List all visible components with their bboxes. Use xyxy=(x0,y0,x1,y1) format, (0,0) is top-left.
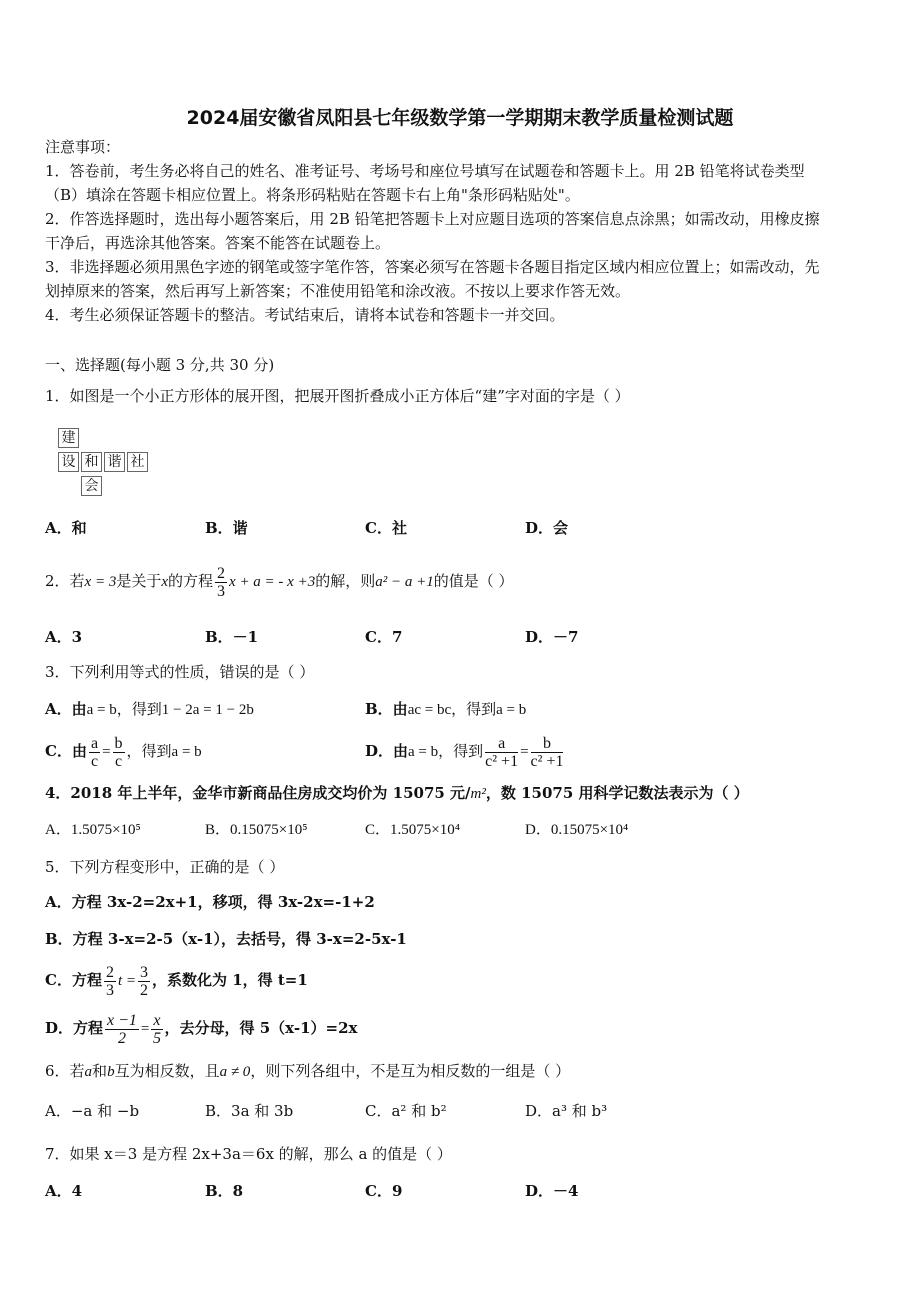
q4-option-a[interactable]: A．1.5075×10⁵ xyxy=(45,822,141,838)
q2-option-a[interactable]: A．3 xyxy=(45,628,83,646)
q2-text: 是关于 xyxy=(116,572,162,590)
q6-option-c[interactable]: C．a² 和 b² xyxy=(365,1102,447,1120)
q1-option-d[interactable]: D．会 xyxy=(525,519,569,537)
q1-option-c[interactable]: C．社 xyxy=(365,519,407,537)
q3-option-a[interactable]: A．由a = b，得到1 − 2a = 1 − 2b xyxy=(45,700,254,718)
q7-option-d[interactable]: D．－4 xyxy=(525,1182,579,1200)
net-cell: 会 xyxy=(81,476,102,496)
q2-condition: x = 3 xyxy=(84,574,117,590)
q2-text: 的解，则 xyxy=(315,572,376,590)
q2-option-c[interactable]: C．7 xyxy=(365,628,403,646)
notice-line: 1．答卷前，考生务必将自己的姓名、准考证号、考场号和座位号填写在试题卷和答题卡上。用 2B 铅笔将试卷类型 xyxy=(45,162,805,180)
q2-text: 的方程 xyxy=(168,572,214,590)
q4-option-c[interactable]: C．1.5075×10⁴ xyxy=(365,822,460,838)
cube-net-figure xyxy=(58,425,153,497)
q2-expression: a² − a +1 xyxy=(375,574,434,590)
question-5-stem: 5．下列方程变形中，正确的是（ ） xyxy=(45,858,285,876)
notice-line: 干净后，再选涂其他答案。答案不能答在试题卷上。 xyxy=(45,234,391,252)
q3-option-c[interactable]: C．由 $\frac{a}{c}$ = $\frac{b}{c}$ ，得到a = b xyxy=(45,734,202,770)
question-2-stem xyxy=(45,563,514,600)
q2-text: 的值是（ ） xyxy=(433,572,514,590)
q6-option-b[interactable]: B．3a 和 3b xyxy=(205,1102,294,1120)
q2-equation: x + a = - x +3 xyxy=(229,574,316,590)
page-title: 2024届安徽省凤阳县七年级数学第一学期期末教学质量检测试题 xyxy=(186,107,734,129)
net-cell: 谐 xyxy=(104,452,125,472)
q6-option-a[interactable]: A．−a 和 −b xyxy=(45,1102,140,1120)
notice-line: 划掉原来的答案，然后再写上新答案；不准使用铅笔和涂改液。不按以上要求作答无效。 xyxy=(45,282,631,300)
q4-unit: m² xyxy=(470,786,486,802)
q7-option-a[interactable]: A．4 xyxy=(45,1182,83,1200)
notice-line: 4．考生必须保证答题卡的整洁。考试结束后，请将本试卷和答题卡一并交回。 xyxy=(45,306,565,324)
q4-option-d[interactable]: D．0.15075×10⁴ xyxy=(525,822,629,838)
q1-option-b[interactable]: B．谐 xyxy=(205,519,248,537)
q3-option-b[interactable]: B．由ac = bc，得到a = b xyxy=(365,700,527,718)
question-1-stem: 1．如图是一个小正方形体的展开图，把展开图折叠成小正方体后“建”字对面的字是（ ） xyxy=(45,387,630,405)
q5-option-c[interactable]: C．方程 $\frac{2}{3}$ t = $\frac{3}{2}$ ，系数化为 1，得 t=1 xyxy=(45,963,308,999)
q1-option-a[interactable]: A．和 xyxy=(45,519,87,537)
q5-option-a[interactable]: A．方程 3x-2=2x+1，移项，得 3x-2x=-1+2 xyxy=(45,893,375,911)
question-7-stem: 7．如果 x＝3 是方程 2x+3a＝6x 的解，那么 a 的值是（ ） xyxy=(45,1145,452,1163)
net-cell: 社 xyxy=(127,452,148,472)
q2-text: 2．若 xyxy=(45,572,85,590)
net-cell: 和 xyxy=(81,452,102,472)
q4-option-b[interactable]: B．0.15075×10⁵ xyxy=(205,822,308,838)
notice-line: 2．作答选择题时，选出每小题答案后，用 2B 铅笔把答题卡上对应题目选项的答案信息点涂黑；如需改动，用橡皮擦 xyxy=(45,210,820,228)
q2-fraction: $\frac{2}{3}$ xyxy=(217,564,226,600)
q6-option-d[interactable]: D．a³ 和 b³ xyxy=(525,1102,608,1120)
q2-option-d[interactable]: D．－7 xyxy=(525,628,579,646)
q5-option-d[interactable]: D．方程 $\frac{x -1}{2}$ = $\frac{x}{5}$ ，去分母，得 5（x-1）=2x xyxy=(45,1011,358,1047)
section-heading: 一、选择题(每小题 3 分,共 30 分) xyxy=(45,356,275,374)
notice-line: （B）填涂在答题卡相应位置上。将条形码粘贴在答题卡右上角"条形码粘贴处"。 xyxy=(45,186,580,204)
net-cell: 设 xyxy=(58,452,79,472)
notice-line: 3．非选择题必须用黑色字迹的钢笔或签字笔作答，答案必须写在答题卡各题目指定区域内相应位置上；如需改动，先 xyxy=(45,258,820,276)
q5-option-b[interactable]: B．方程 3-x=2-5（x-1），去括号，得 3-x=2-5x-1 xyxy=(45,930,407,948)
question-4-stem: 4．2018 年上半年，金华市新商品住房成交均价为 15075 元/m²，数 15075 用科学记数法表示为（ ） xyxy=(45,784,749,802)
q3-option-d[interactable]: D．由a = b，得到 $\frac{a}{\text{c² +1}}$ = $\frac{b}{\text{c² +1}}$ xyxy=(365,734,564,770)
q2-option-b[interactable]: B．－1 xyxy=(205,628,259,646)
notice-heading: 注意事项： xyxy=(45,138,121,156)
q7-option-b[interactable]: B．8 xyxy=(205,1182,244,1200)
net-cell: 建 xyxy=(58,428,79,448)
q7-option-c[interactable]: C．9 xyxy=(365,1182,403,1200)
q2-var: x xyxy=(161,574,169,590)
question-3-stem: 3．下列利用等式的性质，错误的是（ ） xyxy=(45,663,315,681)
question-6-stem: 6．若a和b互为相反数，且a ≠ 0，则下列各组中，不是互为相反数的一组是（ ） xyxy=(45,1062,571,1080)
